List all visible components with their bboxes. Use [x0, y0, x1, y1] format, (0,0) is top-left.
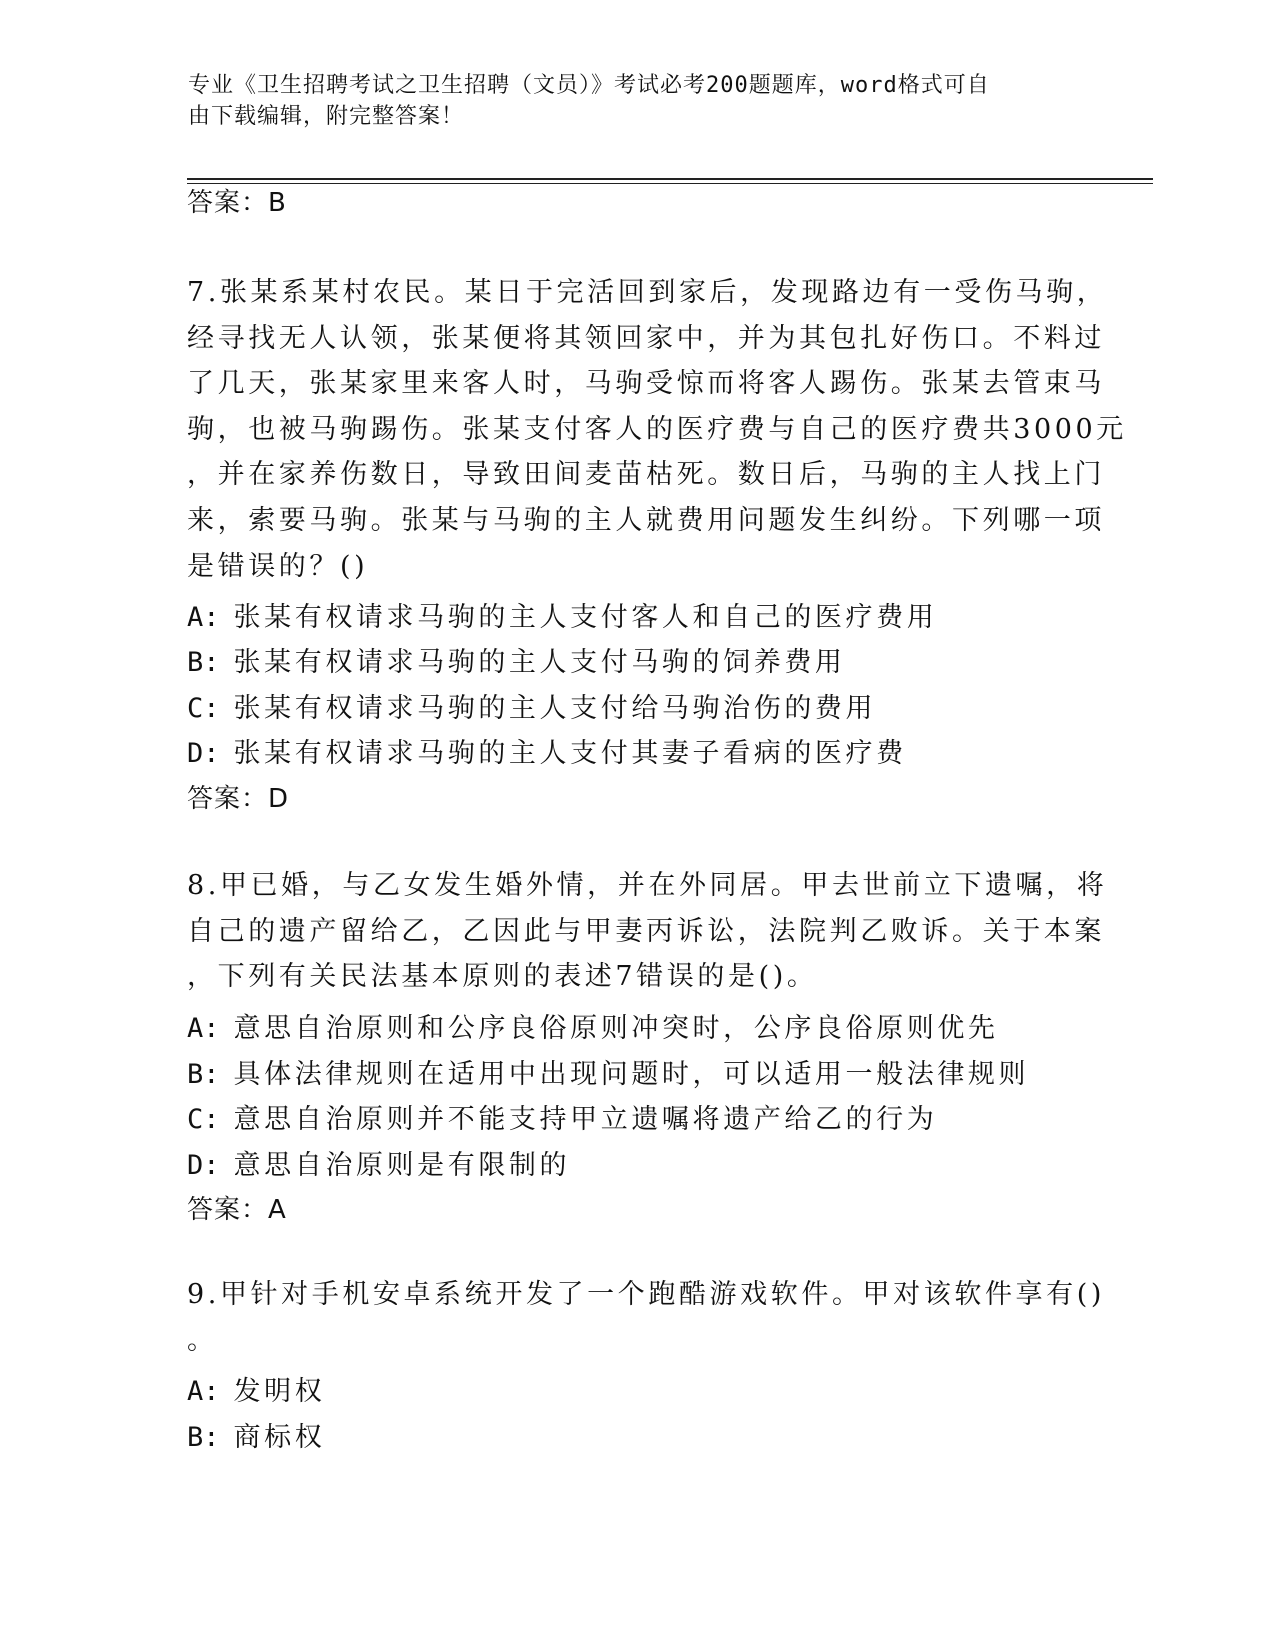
header-divider-thick — [187, 178, 1153, 180]
question-line: 8.甲已婚，与乙女发生婚外情，并在外同居。甲去世前立下遗嘱，将 — [187, 870, 1108, 901]
option-letter: D: — [187, 1150, 220, 1181]
question-7-answer: 答案：D — [187, 784, 290, 814]
question-line: 是错误的？() — [187, 550, 369, 582]
question-9-stem — [187, 1272, 1106, 1363]
option-text: 张某有权请求马驹的主人支付客人和自己的医疗费用 — [233, 602, 938, 633]
question-line: ，并在家养伤数日，导致田间麦苗枯死。数日后，马驹的主人找上门 — [187, 459, 1105, 491]
option-letter: A: — [187, 1013, 220, 1044]
option-text: 具体法律规则在适用中出现问题时，可以适用一般法律规则 — [233, 1059, 1030, 1090]
question-line: 来，索要马驹。张某与马驹的主人就费用问题发生纠纷。下列哪一项 — [187, 504, 1105, 536]
question-9-option-b — [187, 1422, 325, 1454]
option-letter: A: — [187, 602, 220, 633]
option-text: 商标权 — [233, 1422, 326, 1453]
option-text: 意思自治原则是有限制的 — [233, 1150, 571, 1181]
option-letter: C: — [187, 693, 220, 724]
question-7-option-b — [187, 647, 846, 679]
question-line: 7.张某系某村农民。某日于完活回到家后，发现路边有一受伤马驹， — [187, 277, 1108, 308]
option-text: 意思自治原则并不能支持甲立遗嘱将遗产给乙的行为 — [233, 1104, 938, 1135]
question-line: 。 — [187, 1324, 218, 1356]
question-line: ，下列有关民法基本原则的表述7错误的是()。 — [187, 961, 818, 993]
question-line: 了几天，张某家里来客人时，马驹受惊而将客人踢伤。张某去管束马 — [187, 368, 1105, 400]
option-letter: B: — [187, 1422, 220, 1453]
header-line-1: 专业《卫生招聘考试之卫生招聘（文员）》考试必考200题题库，word格式可自 — [188, 73, 990, 98]
answer-prev: 答案：B — [187, 188, 287, 218]
option-letter: C: — [187, 1104, 220, 1135]
question-8-option-a — [187, 1013, 999, 1045]
option-text: 张某有权请求马驹的主人支付马驹的饲养费用 — [233, 647, 846, 678]
option-letter: D: — [187, 738, 220, 769]
question-7-option-d — [187, 738, 907, 770]
option-text: 张某有权请求马驹的主人支付给马驹治伤的费用 — [233, 693, 877, 724]
document-header — [188, 70, 1088, 132]
question-8-option-c — [187, 1104, 937, 1136]
question-line: 9.甲针对手机安卓系统开发了一个跑酷游戏软件。甲对该软件享有() — [187, 1279, 1106, 1310]
question-7-stem — [187, 270, 1127, 589]
option-text: 意思自治原则和公序良俗原则冲突时，公序良俗原则优先 — [233, 1013, 999, 1044]
question-8-option-b — [187, 1059, 1029, 1091]
question-9-option-a — [187, 1376, 325, 1408]
question-line: 驹，也被马驹踢伤。张某支付客人的医疗费与自己的医疗费共3000元 — [187, 413, 1127, 445]
question-8-option-d — [187, 1150, 570, 1182]
header-divider-thin — [187, 183, 1153, 184]
option-letter: B: — [187, 647, 220, 678]
question-7-option-a — [187, 602, 937, 634]
header-line-2: 由下载编辑，附完整答案！ — [188, 104, 465, 129]
question-8-stem — [187, 863, 1108, 1000]
question-line: 经寻找无人认领，张某便将其领回家中，并为其包扎好伤口。不料过 — [187, 322, 1105, 354]
option-text: 发明权 — [233, 1376, 326, 1407]
question-line: 自己的遗产留给乙，乙因此与甲妻丙诉讼，法院判乙败诉。关于本案 — [187, 915, 1105, 947]
option-text: 张某有权请求马驹的主人支付其妻子看病的医疗费 — [233, 738, 907, 769]
question-7-option-c — [187, 693, 876, 725]
question-8-answer: 答案：A — [187, 1195, 287, 1225]
option-letter: B: — [187, 1059, 220, 1090]
option-letter: A: — [187, 1376, 220, 1407]
